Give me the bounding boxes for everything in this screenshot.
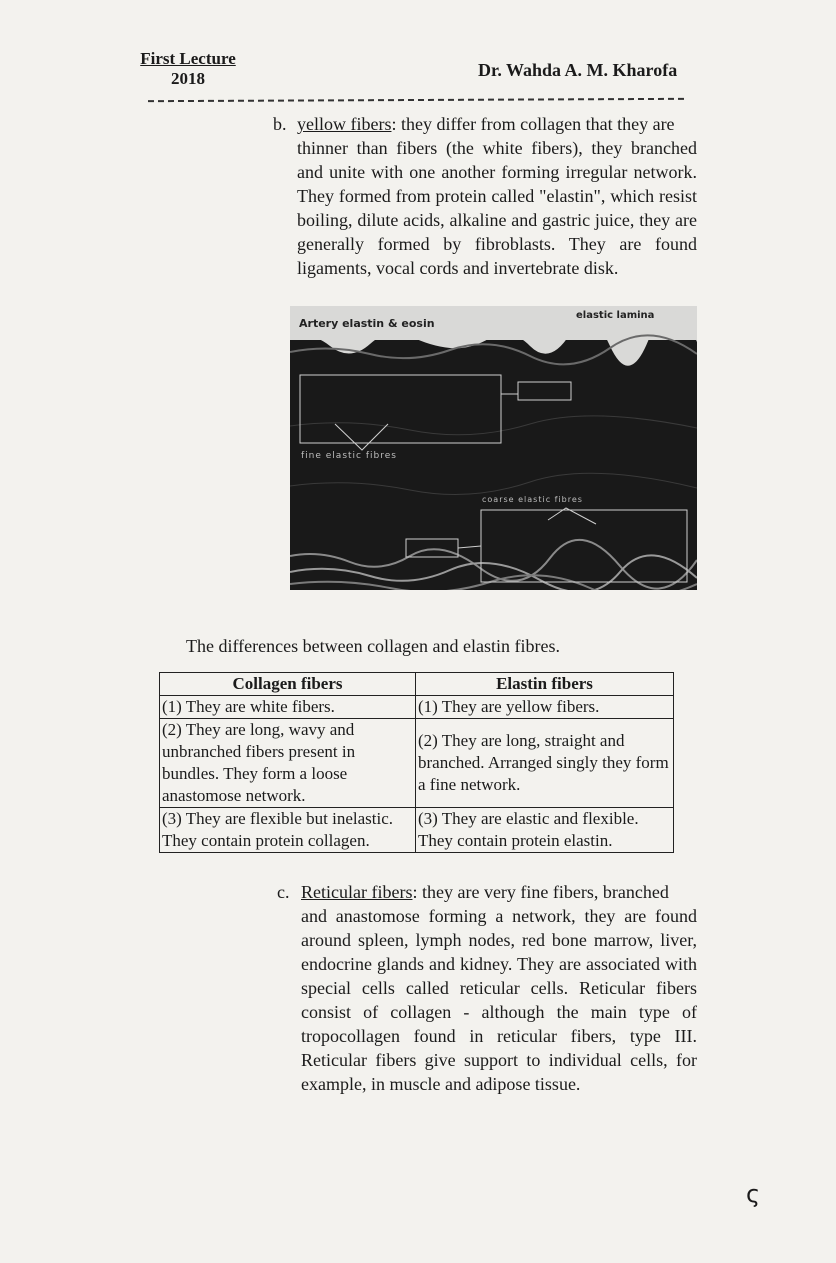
section-b-line: network. They formed from protein called "elastin", — [297, 162, 697, 206]
micrograph-drawing — [290, 306, 697, 590]
section-b-marker: b. — [273, 114, 287, 134]
section-b-term: yellow fibers — [297, 114, 392, 134]
lecture-title: First Lecture — [140, 49, 236, 68]
table-caption: The differences between collagen and elastin fibres. — [186, 636, 561, 656]
section-b-line: thinner than fibers (the white fibers), they branched — [297, 138, 697, 158]
column-header-elastin: Elastin fibers — [416, 673, 674, 696]
section-b-line: and unite with one another forming irregular — [297, 162, 628, 182]
table-cell: (2) They are long, straight and branched. Arranged singly they form a fine network. — [416, 719, 674, 808]
section-b-line: fibroblasts. They are found ligaments, vocal cords — [297, 234, 697, 278]
lecture-year: 2018 — [171, 69, 205, 88]
header-divider — [148, 98, 684, 102]
table-header-row — [160, 673, 674, 696]
section-c-line: Reticular fibers consist of collagen - although the — [301, 978, 698, 1022]
micrograph-title: Artery elastin & eosin — [299, 317, 435, 330]
section-c-term: Reticular fibers — [301, 882, 413, 902]
section-b-line: they differ from collagen that they are — [401, 114, 675, 134]
label-elastic-lamina: elastic lamina — [576, 310, 655, 321]
column-header-collagen: Collagen fibers — [160, 673, 416, 696]
table-row — [160, 808, 674, 853]
section-b-colon: : — [391, 114, 401, 134]
table-cell: (3) They are flexible but inelastic. They contain protein collagen. — [160, 808, 416, 853]
section-c-marker: c. — [277, 882, 290, 902]
section-c-line: liver, endocrine glands and kidney. They are — [301, 930, 697, 974]
label-fine-elastic-fibres: fine elastic fibres — [301, 451, 397, 461]
author-name: Dr. Wahda A. M. Kharofa — [478, 60, 678, 80]
section-c-line: they are very fine fibers, branched — [421, 882, 669, 902]
page-number-mark: ς — [746, 1180, 761, 1208]
section-b-line: gastric juice, they are generally formed by — [297, 210, 697, 254]
section-b-line: which resist boiling, dilute acids, alkaline and — [297, 186, 698, 230]
table-cell: (2) They are long, wavy and unbranched fibers present in bundles. They form a loose anastomose network. — [160, 719, 416, 808]
label-coarse-elastic-fibres: coarse elastic fibres — [482, 495, 583, 504]
table-row — [160, 696, 674, 719]
section-c-line: cells, for example, in muscle and adipose tissue. — [301, 1050, 697, 1094]
comparison-table — [159, 672, 674, 853]
section-b-body — [273, 136, 697, 280]
table-cell: (1) They are yellow fibers. — [416, 696, 674, 719]
lecture-header — [133, 49, 243, 89]
section-c-body — [277, 904, 697, 1096]
table-row — [160, 719, 674, 808]
section-c-line: type III. Reticular fibers give support to individual — [301, 1026, 698, 1070]
section-c-paragraph — [277, 880, 697, 1096]
section-c-line: main type of tropocollagen found in reticular fibers, — [301, 1002, 697, 1046]
section-c-colon: : — [412, 882, 422, 902]
table-cell: (3) They are elastic and flexible. They contain protein elastin. — [416, 808, 674, 853]
section-c-line: around spleen, lymph nodes, red bone marrow, — [301, 930, 654, 950]
section-b-line: and invertebrate disk. — [462, 258, 619, 278]
section-c-line: and anastomose forming a network, they are found — [301, 906, 697, 926]
artery-micrograph — [290, 306, 697, 590]
section-c-line: associated with special cells called reticular cells. — [301, 954, 697, 998]
table-cell: (1) They are white fibers. — [160, 696, 416, 719]
section-b-paragraph — [273, 112, 697, 280]
